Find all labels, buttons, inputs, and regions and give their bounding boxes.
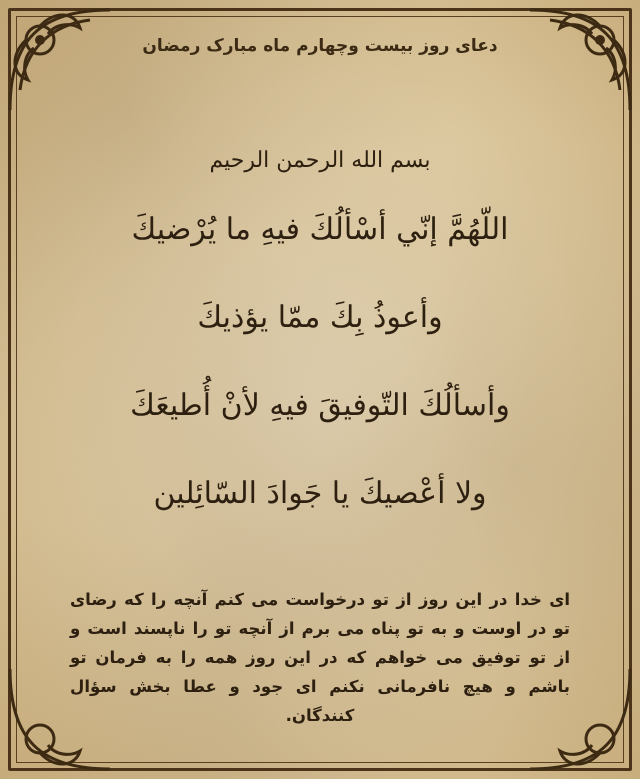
corner-ornament-icon bbox=[520, 0, 640, 120]
verse-line-3: وأسألُكَ التّوفيقَ فيهِ لأنْ أُطيعَكَ bbox=[130, 388, 510, 423]
verse-line-2: وأعوذُ بِكَ ممّا يؤذيكَ bbox=[197, 300, 443, 335]
basmala: بسم الله الرحمن الرحیم bbox=[209, 148, 431, 173]
page-title: دعای روز بیست وچهارم ماه مبارک رمضان bbox=[142, 36, 498, 56]
verse-line-4: ولا أعْصيكَ يا جَوادَ السّائِلين bbox=[153, 476, 487, 511]
corner-ornament-icon bbox=[0, 0, 120, 120]
verse-line-1: اللّهُمَّ إنّي أسْألُكَ فيهِ ما يُرْضيكَ bbox=[131, 212, 509, 247]
persian-translation: ای خدا در این روز از تو درخواست می کنم آنچه را که رضای تو در اوست و به تو پناه می برم از آنچه تو را ناپسند است و از تو توفیق می خواهم که در این روز همه را به فرمان تو باشم و هیچ نافرمانی نکنم ای جود و عطا بخش سؤال کنندگان. bbox=[70, 590, 570, 725]
prayer-verses bbox=[0, 205, 640, 557]
